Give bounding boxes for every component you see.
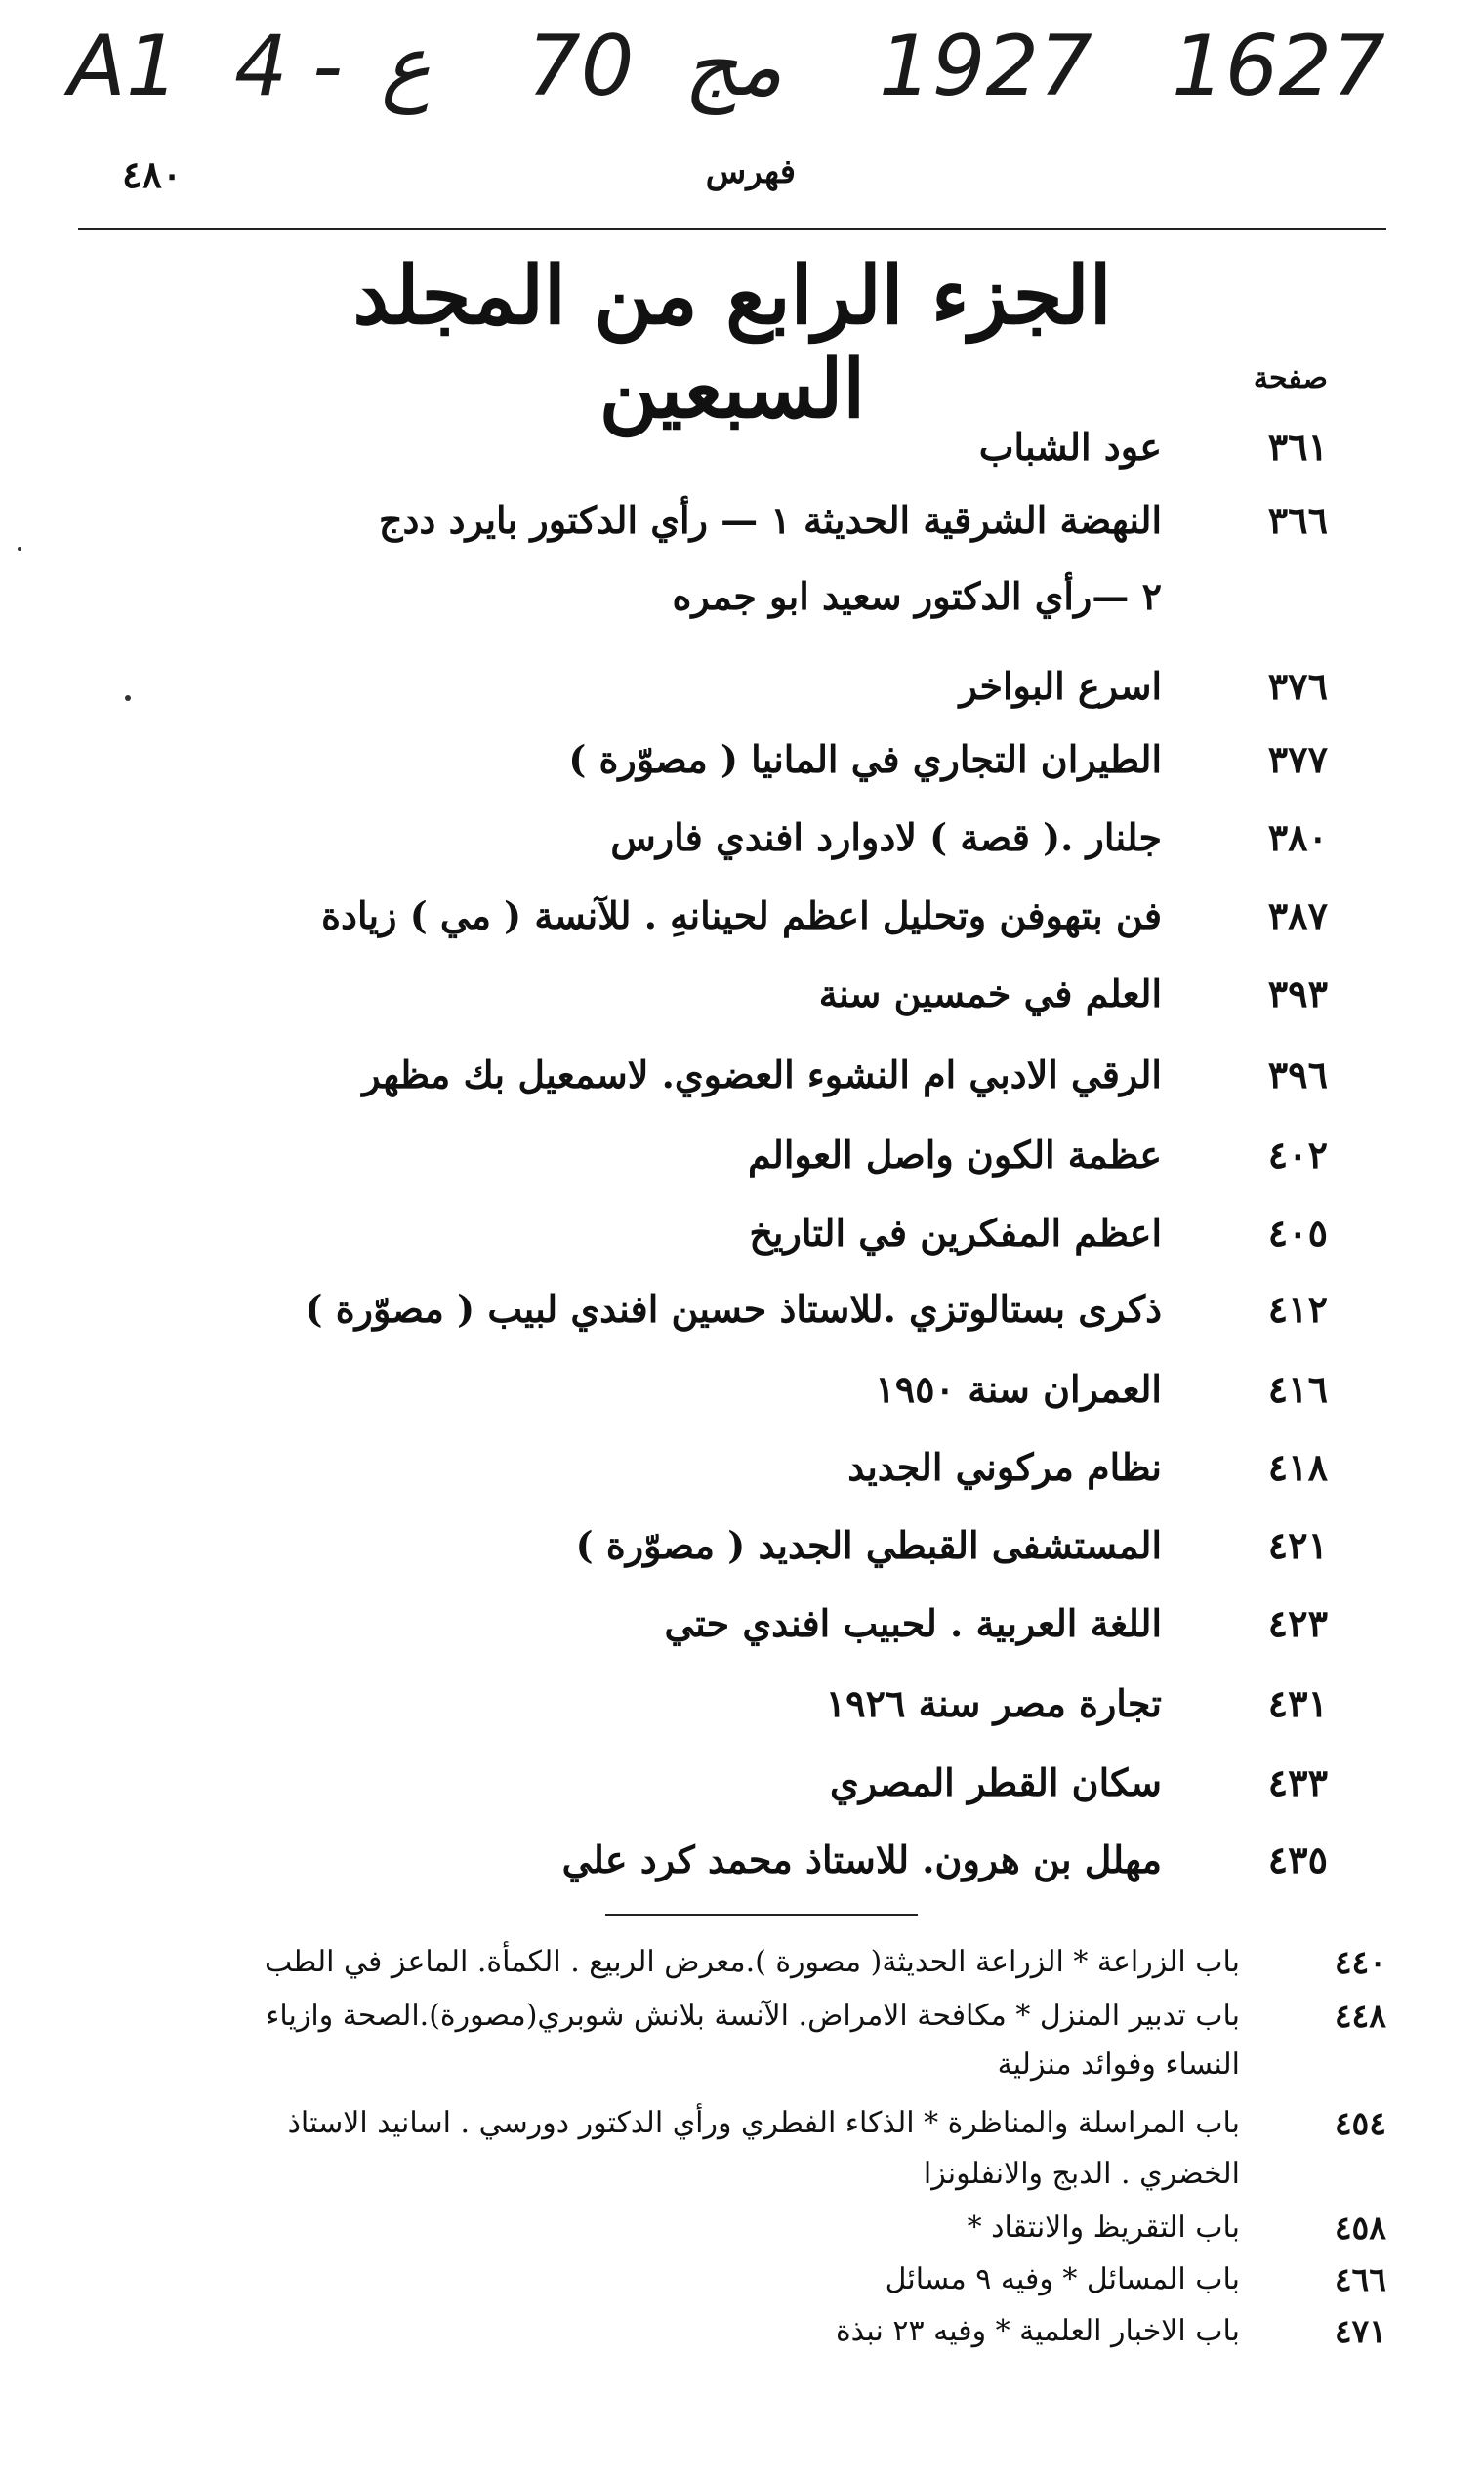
section-entry — [59, 1943, 1386, 1990]
toc-page-number: ٣٨٧ — [1267, 893, 1328, 937]
toc-entry — [137, 815, 1328, 874]
section-entry-continuation — [59, 2155, 1386, 2202]
handwritten-volume: 4 — [234, 18, 288, 115]
handwritten-issue: ع — [381, 18, 432, 115]
handwritten-number: 70 — [527, 18, 635, 115]
toc-title: المستشفى القبطي الجديد ( مصوّرة ) — [575, 1523, 1162, 1567]
section-title: باب الاخبار العلمية * وفيه ٢٣ نبذة — [835, 2314, 1240, 2348]
toc-title: عود الشباب — [978, 425, 1162, 469]
toc-entry — [137, 1367, 1328, 1425]
section-title: باب الزراعة * الزراعة الحديثة( مصورة ).معرض الربيع . الكمأة. الماعز في الطب — [264, 1945, 1240, 1979]
toc-title: اسرع البواخر — [959, 664, 1162, 708]
toc-title: الطيران التجاري في المانيا ( مصوّرة ) — [568, 737, 1162, 781]
section-entry — [59, 1997, 1386, 2044]
section-page-number: ٤٤٠ — [1334, 1943, 1386, 1981]
toc-entry — [137, 1133, 1328, 1191]
toc-title: ذكرى بستالوتزي .للاستاذ حسين افندي لبيب ( مصوّرة ) — [305, 1287, 1162, 1331]
toc-title: مهلل بن هرون. للاستاذ محمد كرد علي — [561, 1838, 1162, 1881]
toc-entry — [137, 1211, 1328, 1269]
toc-title: جلنار .( قصة ) لادوارد افندي فارس — [610, 815, 1162, 859]
toc-entry — [137, 1053, 1328, 1111]
toc-entry — [137, 893, 1328, 952]
section-entry — [59, 2260, 1386, 2307]
page-number: ٤٨٠ — [122, 152, 183, 196]
section-entry-continuation — [59, 2045, 1386, 2092]
toc-page-number: ٣٦١ — [1267, 425, 1328, 469]
toc-entry — [137, 664, 1328, 723]
page-column-heading: صفحة — [1253, 361, 1328, 395]
toc-entry-continuation — [137, 574, 1328, 633]
handwritten-volume-abbrev: مج — [683, 18, 783, 115]
toc-page-number: ٤٢٣ — [1267, 1601, 1328, 1645]
toc-page-number: ٤٠٥ — [1267, 1211, 1328, 1255]
section-page-number: ٤٥٤ — [1334, 2104, 1386, 2142]
handwritten-year: 1927 — [879, 18, 1092, 115]
section-title-continuation: الخضري . الدبج والانفلونزا — [923, 2157, 1240, 2191]
toc-entry — [137, 498, 1328, 557]
toc-entry — [137, 1681, 1328, 1740]
toc-title: فن بتهوفن وتحليل اعظم لحينانهِ . للآنسة ( مي ) زيادة — [321, 893, 1162, 937]
section-title: باب المراسلة والمناظرة * الذكاء الفطري ورأي الدكتور دورسي . اسانيد الاستاذ — [287, 2106, 1240, 2140]
toc-title: نظام مركوني الجديد — [847, 1445, 1162, 1489]
toc-entry — [137, 1601, 1328, 1660]
section-entry — [59, 2312, 1386, 2359]
scan-speck — [18, 547, 21, 551]
toc-title: عظمة الكون واصل العوالم — [747, 1133, 1162, 1177]
toc-entry — [137, 1523, 1328, 1582]
toc-entry — [137, 971, 1328, 1030]
section-divider — [605, 1914, 918, 1916]
section-entry — [59, 2209, 1386, 2255]
toc-page-number: ٤٣١ — [1267, 1681, 1328, 1725]
section-entry — [59, 2104, 1386, 2151]
toc-page-number: ٣٩٦ — [1267, 1053, 1328, 1096]
toc-page-number: ٣٨٠ — [1267, 815, 1328, 859]
toc-title: النهضة الشرقية الحديثة ١ — رأي الدكتور بايرد ددج — [378, 498, 1162, 542]
section-title: باب المسائل * وفيه ٩ مسائل — [885, 2262, 1240, 2296]
toc-title-continuation: ٢ —رأي الدكتور سعيد ابو جمره — [672, 574, 1162, 618]
toc-title: العلم في خمسين سنة — [818, 971, 1162, 1015]
section-page-number: ٤٥٨ — [1334, 2209, 1386, 2247]
toc-page-number: ٤١٦ — [1267, 1367, 1328, 1411]
section-page-number: ٤٦٦ — [1334, 2260, 1386, 2298]
scan-speck — [125, 695, 131, 701]
section-title-continuation: النساء وفوائد منزلية — [997, 2047, 1240, 2082]
toc-page-number: ٤٢١ — [1267, 1523, 1328, 1567]
toc-page-number: ٣٩٣ — [1267, 971, 1328, 1015]
section-title: باب تدبير المنزل * مكافحة الامراض. الآنسة بلانش شوبري(مصورة).الصحة وازياء — [266, 1999, 1240, 2033]
section-title: باب التقريظ والانتقاد * — [967, 2210, 1240, 2245]
toc-page-number: ٤١٢ — [1267, 1287, 1328, 1331]
toc-title: العمران سنة ١٩٥٠ — [875, 1367, 1162, 1411]
handwritten-code: A1 — [68, 18, 180, 115]
section-page-number: ٤٤٨ — [1334, 1997, 1386, 2035]
toc-page-number: ٤٣٣ — [1267, 1760, 1328, 1804]
toc-page-number: ٤٣٥ — [1267, 1838, 1328, 1881]
toc-title: تجارة مصر سنة ١٩٢٦ — [825, 1681, 1162, 1725]
toc-title: سكان القطر المصري — [829, 1760, 1162, 1804]
toc-entry — [137, 1287, 1328, 1345]
toc-title: الرقي الادبي ام النشوء العضوي. لاسمعيل بك مظهر — [362, 1053, 1162, 1096]
toc-page-number: ٣٧٧ — [1267, 737, 1328, 781]
page-title: الجزء الرابع من المجلد السبعين — [352, 249, 1112, 436]
header-label: فهرس — [705, 152, 796, 191]
toc-entry — [137, 737, 1328, 796]
toc-page-number: ٣٧٦ — [1267, 664, 1328, 708]
handwritten-dash: - — [312, 18, 344, 115]
toc-entry — [137, 1838, 1328, 1896]
toc-entry — [137, 1445, 1328, 1504]
handwritten-year-alt: 1627 — [1172, 18, 1385, 115]
toc-entry — [137, 425, 1328, 483]
section-page-number: ٤٧١ — [1334, 2312, 1386, 2350]
toc-title: اللغة العربية . لحبيب افندي حتي — [664, 1601, 1162, 1645]
toc-entry — [137, 1760, 1328, 1819]
toc-page-number: ٤١٨ — [1267, 1445, 1328, 1489]
toc-title: اعظم المفكرين في التاريخ — [749, 1211, 1162, 1255]
toc-page-number: ٣٦٦ — [1267, 498, 1328, 542]
toc-page-number: ٤٠٢ — [1267, 1133, 1328, 1177]
